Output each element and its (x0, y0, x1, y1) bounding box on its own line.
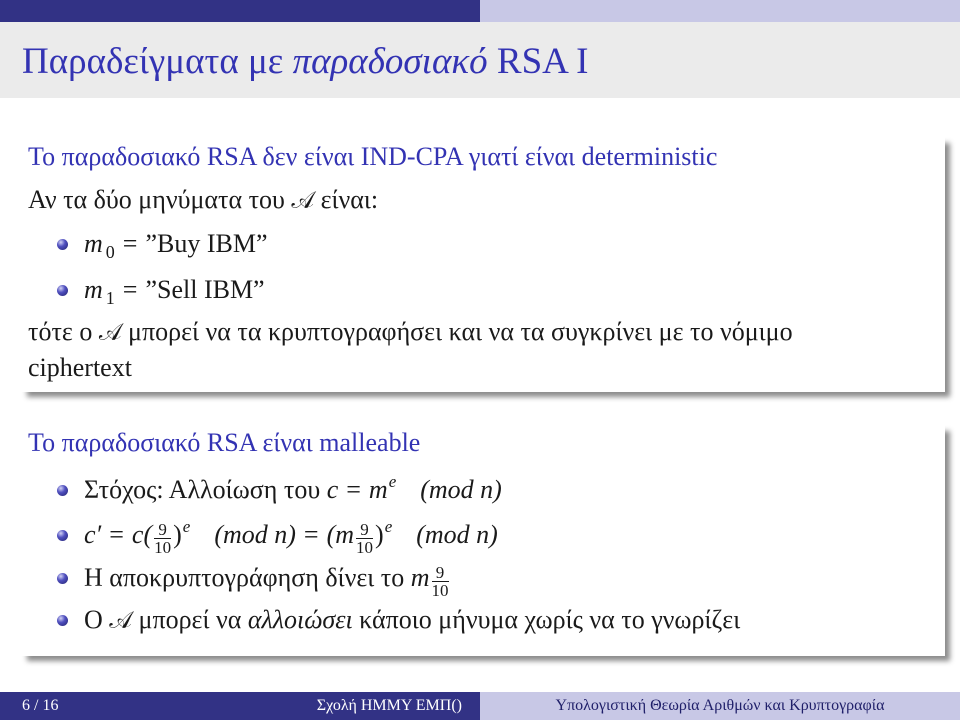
conclusion-pre: τότε ο (28, 317, 99, 346)
exponent: e (182, 517, 191, 536)
headline-right-bar (480, 0, 960, 22)
slide-title (22, 40, 588, 84)
footer-institute: Σχολή ΗΜΜΥ ΕΜΠ() (316, 697, 462, 714)
adversary-line (84, 604, 740, 636)
message-1 (84, 274, 265, 306)
decrypt-text: Η αποκρυπτογράφηση δίνει το (84, 563, 411, 592)
footer-course-title: Υπολογιστική Θεωρία Αριθμών και Κρυπτογραφία (555, 697, 885, 714)
adversary-symbol: 𝒜 (98, 318, 122, 346)
footer-right-bar (480, 692, 960, 720)
deterministic-block (20, 136, 945, 392)
bullet-icon (57, 485, 68, 496)
message-var: m (84, 229, 103, 258)
bullet-icon (57, 615, 68, 626)
headline-left-bar (0, 0, 480, 22)
equals-sign: = (109, 520, 124, 549)
adversary-pre: Ο (84, 605, 110, 634)
equals-sign: = (122, 229, 138, 258)
adversary-post: κάποιο μήνυμα χωρίς να το γνωρίζει (352, 605, 741, 634)
intro-pre: Αν τα δύο μηνύματα του (28, 185, 292, 214)
decrypt-line (84, 562, 451, 599)
bullet-icon (57, 530, 68, 541)
adversary-italic-word: αλλοιώσει (247, 605, 353, 634)
fraction (432, 564, 449, 599)
bullet-icon (57, 573, 68, 584)
bullet-icon (57, 239, 68, 250)
conclusion-line (28, 316, 793, 348)
modulus: (mod n) (214, 520, 296, 549)
close-paren: ) (173, 520, 182, 549)
exponent: e (384, 517, 393, 536)
message-0 (84, 228, 268, 260)
bullet-icon (57, 285, 68, 296)
adversary-symbol: 𝒜 (109, 606, 132, 634)
adversary-symbol: 𝒜 (291, 186, 315, 214)
equals-sign: = (346, 475, 361, 504)
malleable-block-title: Το παραδοσιακό RSA είναι malleable (28, 428, 421, 457)
conclusion-last-line: ciphertext (28, 353, 132, 382)
page-number: 6 / 16 (22, 697, 59, 714)
message-var: m (368, 475, 388, 504)
exponent: e (388, 472, 397, 491)
open-term: c( (131, 520, 153, 549)
message-value: ”Sell IBM” (145, 275, 265, 304)
fraction-numerator: 9 (432, 564, 449, 582)
message-var: m (410, 563, 430, 592)
message-subscript: 0 (105, 242, 115, 262)
goal-label: Στόχος: Αλλοίωση του (84, 475, 327, 504)
adversary-mid: μπορεί να (132, 605, 248, 634)
fraction-denominator: 10 (154, 538, 172, 557)
modulus: (mod n) (420, 475, 502, 504)
conclusion-post: μπορεί να τα κρυπτογραφήσει και να τα συγκρίνει με το νόμιμο (121, 317, 793, 346)
modulus: (mod n) (416, 520, 498, 549)
message-value: ”Buy IBM” (145, 229, 268, 258)
fraction (154, 521, 171, 556)
modified-ciphertext-line (84, 519, 498, 556)
fraction-denominator: 10 (431, 581, 449, 600)
deterministic-block-title: Το παραδοσιακό RSA δεν είναι IND-CPA γιατί είναι deterministic (28, 142, 718, 171)
message-var: m (84, 275, 103, 304)
fraction-numerator: 9 (154, 521, 171, 539)
intro-post: είναι: (314, 185, 379, 214)
close-paren: ) (375, 520, 384, 549)
fraction (356, 521, 373, 556)
fraction-numerator: 9 (356, 521, 373, 539)
footer-left-bar (0, 692, 480, 720)
goal-line (84, 474, 502, 506)
intro-line (28, 184, 378, 216)
slide-title-italic: παραδοσιακό (292, 41, 488, 82)
modified-ciphertext-var: c′ (84, 520, 102, 549)
fraction-denominator: 10 (356, 538, 374, 557)
ciphertext-var: c (326, 475, 339, 504)
equals-sign: = (122, 275, 138, 304)
message-subscript: 1 (105, 288, 115, 308)
open-term: (m (326, 520, 355, 549)
equals-sign: = (303, 520, 319, 549)
slide-title-pre: Παραδείγματα με (22, 41, 293, 82)
slide-title-post: RSA I (487, 41, 589, 82)
